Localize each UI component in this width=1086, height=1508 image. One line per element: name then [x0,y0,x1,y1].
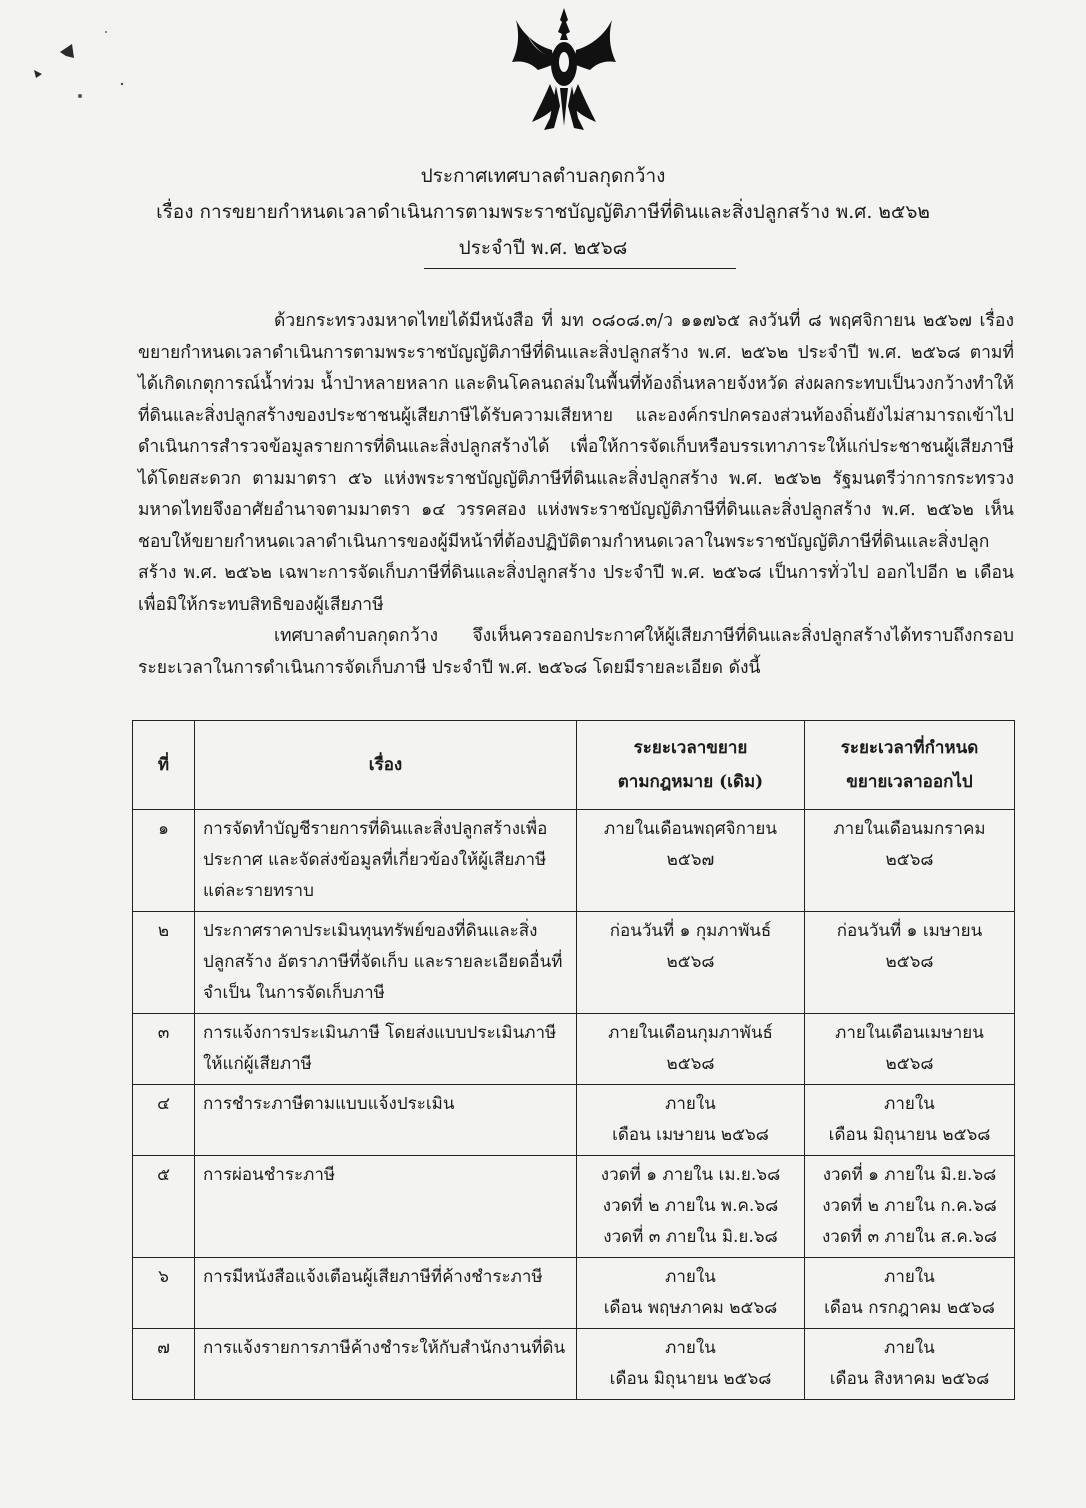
row-number: ๑ [133,810,195,912]
header-original-period [577,721,805,810]
body-paragraph-1: ด้วยกระทรวงมหาดไทยได้มีหนังสือ ที่ มท ๐๘๐๘.๓/ว ๑๑๗๖๕ ลงวันที่ ๘ พฤศจิกายน ๒๕๖๗ เรื่องขยายกำหนดเวลาดำเนินการตามพระราชบัญญัติภาษีที่ดินและสิ่งปลูกสร้าง พ.ศ. ๒๕๖๒ ประจำปี พ.ศ. ๒๕๖๘ ตามที่ ได้เกิดเกตุการณ์น้ำท่วม น้ำป่าหลายหลาก และดินโคลนถล่มในพื้นที่ท้องถิ่นหลายจังหวัด ส่งผลกระทบเป็นวงกว้างทำให้ที่ดินและสิ่งปลูกสร้างของประชาชนผู้เสียภาษีได้รับความเสียหาย และองค์กรปกครองส่วนท้องถิ่นยังไม่สามารถเข้าไปดำเนินการสำรวจข้อมูลรายการที่ดินและสิ่งปลูกสร้างได้ เพื่อให้การจัดเก็บหรือบรรเทาภาระให้แก่ประชาชนผู้เสียภาษีได้โดยสะดวก ตามมาตรา ๕๖ แห่งพระราชบัญญัติภาษีที่ดินและสิ่งปลูกสร้าง พ.ศ. ๒๕๖๒ รัฐมนตรีว่าการกระทรวงมหาดไทยจึงอาศัยอำนาจตามมาตรา ๑๔ วรรคสอง แห่งพระราชบัญญัติภาษีที่ดินและสิ่งปลูกสร้าง พ.ศ. ๒๕๖๒ เห็นชอบให้ขยายกำหนดเวลาดำเนินการของผู้มีหน้าที่ต้องปฏิบัติตามกำหนดเวลาในพระราชบัญญัติภาษีที่ดินและสิ่งปลูกสร้าง พ.ศ. ๒๕๖๒ เฉพาะการจัดเก็บภาษีที่ดินและสิ่งปลูกสร้าง ประจำปี พ.ศ. ๒๕๖๘ เป็นการทั่วไป ออกไปอีก ๒ เดือน เพื่อมิให้กระทบสิทธิของผู้เสียภาษี [138,311,1014,615]
period-line: ภายในเดือนมกราคม [833,819,986,839]
period-line: ภายใน [884,1094,935,1114]
row-original-period [577,1156,805,1258]
table-header-row [133,721,1015,810]
table-row [133,1258,1015,1329]
row-topic: การผ่อนชำระภาษี [195,1156,577,1258]
row-extended-period [805,1156,1015,1258]
installment-line: งวดที่ ๑ ภายใน มิ.ย.๖๘ [822,1165,997,1185]
period-line: ๒๕๖๘ [666,1054,715,1074]
row-topic: การแจ้งรายการภาษีค้างชำระให้กับสำนักงานที่ดิน [195,1329,577,1400]
installment-line: งวดที่ ๒ ภายใน พ.ค.๖๘ [602,1196,779,1216]
row-topic: การจัดทำบัญชีรายการที่ดินและสิ่งปลูกสร้างเพื่อประกาศ และจัดส่งข้อมูลที่เกี่ยวข้องให้ผู้เสียภาษีแต่ละรายทราบ [195,810,577,912]
period-line: ๒๕๖๘ [885,952,934,972]
header-no: ที่ [133,721,195,810]
row-extended-period [805,1085,1015,1156]
period-line: ๒๕๖๘ [885,850,934,870]
row-original-period [577,1014,805,1085]
announcement-body [138,306,1014,684]
period-line: ก่อนวันที่ ๑ กุมภาพันธ์ [609,921,772,941]
header-topic: เรื่อง [195,721,577,810]
row-extended-period [805,912,1015,1014]
row-number: ๔ [133,1085,195,1156]
period-line: เดือน เมษายน ๒๕๖๘ [612,1125,769,1145]
header-extended-line-1: ระยะเวลาที่กำหนด [840,738,979,758]
period-line: ภายในเดือนเมษายน [835,1023,984,1043]
period-line: ก่อนวันที่ ๑ เมษายน [836,921,983,941]
period-line: ๒๕๖๗ [666,850,715,870]
row-topic: การชำระภาษีตามแบบแจ้งประเมิน [195,1085,577,1156]
scan-speck-marks [20,30,140,120]
period-line: ภายใน [884,1338,935,1358]
row-extended-period [805,1014,1015,1085]
header-original-line-1: ระยะเวลาขยาย [633,738,748,758]
period-line: เดือน มิถุนายน ๒๕๖๘ [609,1369,772,1389]
row-original-period [577,1085,805,1156]
row-number: ๒ [133,912,195,1014]
header-extended-period [805,721,1015,810]
period-line: เดือน พฤษภาคม ๒๕๖๘ [603,1298,778,1318]
row-number: ๓ [133,1014,195,1085]
header-divider [424,268,736,269]
period-line: เดือน สิงหาคม ๒๕๖๘ [829,1369,990,1389]
installment-line: งวดที่ ๑ ภายใน เม.ย.๖๘ [600,1165,781,1185]
period-line: ภายใน [884,1267,935,1287]
table-row [133,1014,1015,1085]
table-row [133,1156,1015,1258]
row-original-period [577,1258,805,1329]
row-topic: การมีหนังสือแจ้งเตือนผู้เสียภาษีที่ค้างชำระภาษี [195,1258,577,1329]
table-row [133,912,1015,1014]
period-line: เดือน กรกฎาคม ๒๕๖๘ [824,1298,995,1318]
row-number: ๖ [133,1258,195,1329]
row-topic: การแจ้งการประเมินภาษี โดยส่งแบบประเมินภาษีให้แก่ผู้เสียภาษี [195,1014,577,1085]
announcement-subject: เรื่อง การขยายกำหนดเวลาดำเนินการตามพระราชบัญญัติภาษีที่ดินและสิ่งปลูกสร้าง พ.ศ. ๒๕๖๒ [156,201,930,223]
tax-schedule-table [132,720,1015,1400]
row-original-period [577,810,805,912]
table-row [133,1085,1015,1156]
announcement-org: ประกาศเทศบาลตำบลกุดกว้าง [420,165,666,187]
period-line: ภายในเดือนกุมภาพันธ์ [608,1023,773,1043]
installment-line: งวดที่ ๓ ภายใน มิ.ย.๖๘ [603,1227,778,1247]
period-line: ภายใน [665,1094,716,1114]
row-number: ๗ [133,1329,195,1400]
row-number: ๕ [133,1156,195,1258]
row-extended-period [805,1258,1015,1329]
header-original-line-2: ตามกฎหมาย (เดิม) [617,772,764,792]
table-row [133,1329,1015,1400]
installment-line: งวดที่ ๒ ภายใน ก.ค.๖๘ [822,1196,997,1216]
header-extended-line-2: ขยายเวลาออกไป [846,772,973,792]
row-extended-period [805,1329,1015,1400]
row-topic: ประกาศราคาประเมินทุนทรัพย์ของที่ดินและสิ่งปลูกสร้าง อัตราภาษีที่จัดเก็บ และรายละเอียดอื่นที่จำเป็น ในการจัดเก็บภาษี [195,912,577,1014]
garuda-emblem-icon [508,6,620,134]
announcement-year: ประจำปี พ.ศ. ๒๕๖๘ [458,237,628,259]
period-line: ภายในเดือนพฤศจิกายน [604,819,777,839]
period-line: ๒๕๖๘ [885,1054,934,1074]
body-paragraph-2: เทศบาลตำบลกุดกว้าง จึงเห็นควรออกประกาศให้ผู้เสียภาษีที่ดินและสิ่งปลูกสร้างได้ทราบถึงกรอบระยะเวลาในการดำเนินการจัดเก็บภาษี ประจำปี พ.ศ. ๒๕๖๘ โดยมีรายละเอียด ดังนี้ [138,626,1014,678]
period-line: ภายใน [665,1338,716,1358]
row-original-period [577,1329,805,1400]
row-extended-period [805,810,1015,912]
period-line: ภายใน [665,1267,716,1287]
period-line: เดือน มิถุนายน ๒๕๖๘ [828,1125,991,1145]
period-line: ๒๕๖๘ [666,952,715,972]
row-original-period [577,912,805,1014]
table-row [133,810,1015,912]
installment-line: งวดที่ ๓ ภายใน ส.ค.๖๘ [821,1227,998,1247]
